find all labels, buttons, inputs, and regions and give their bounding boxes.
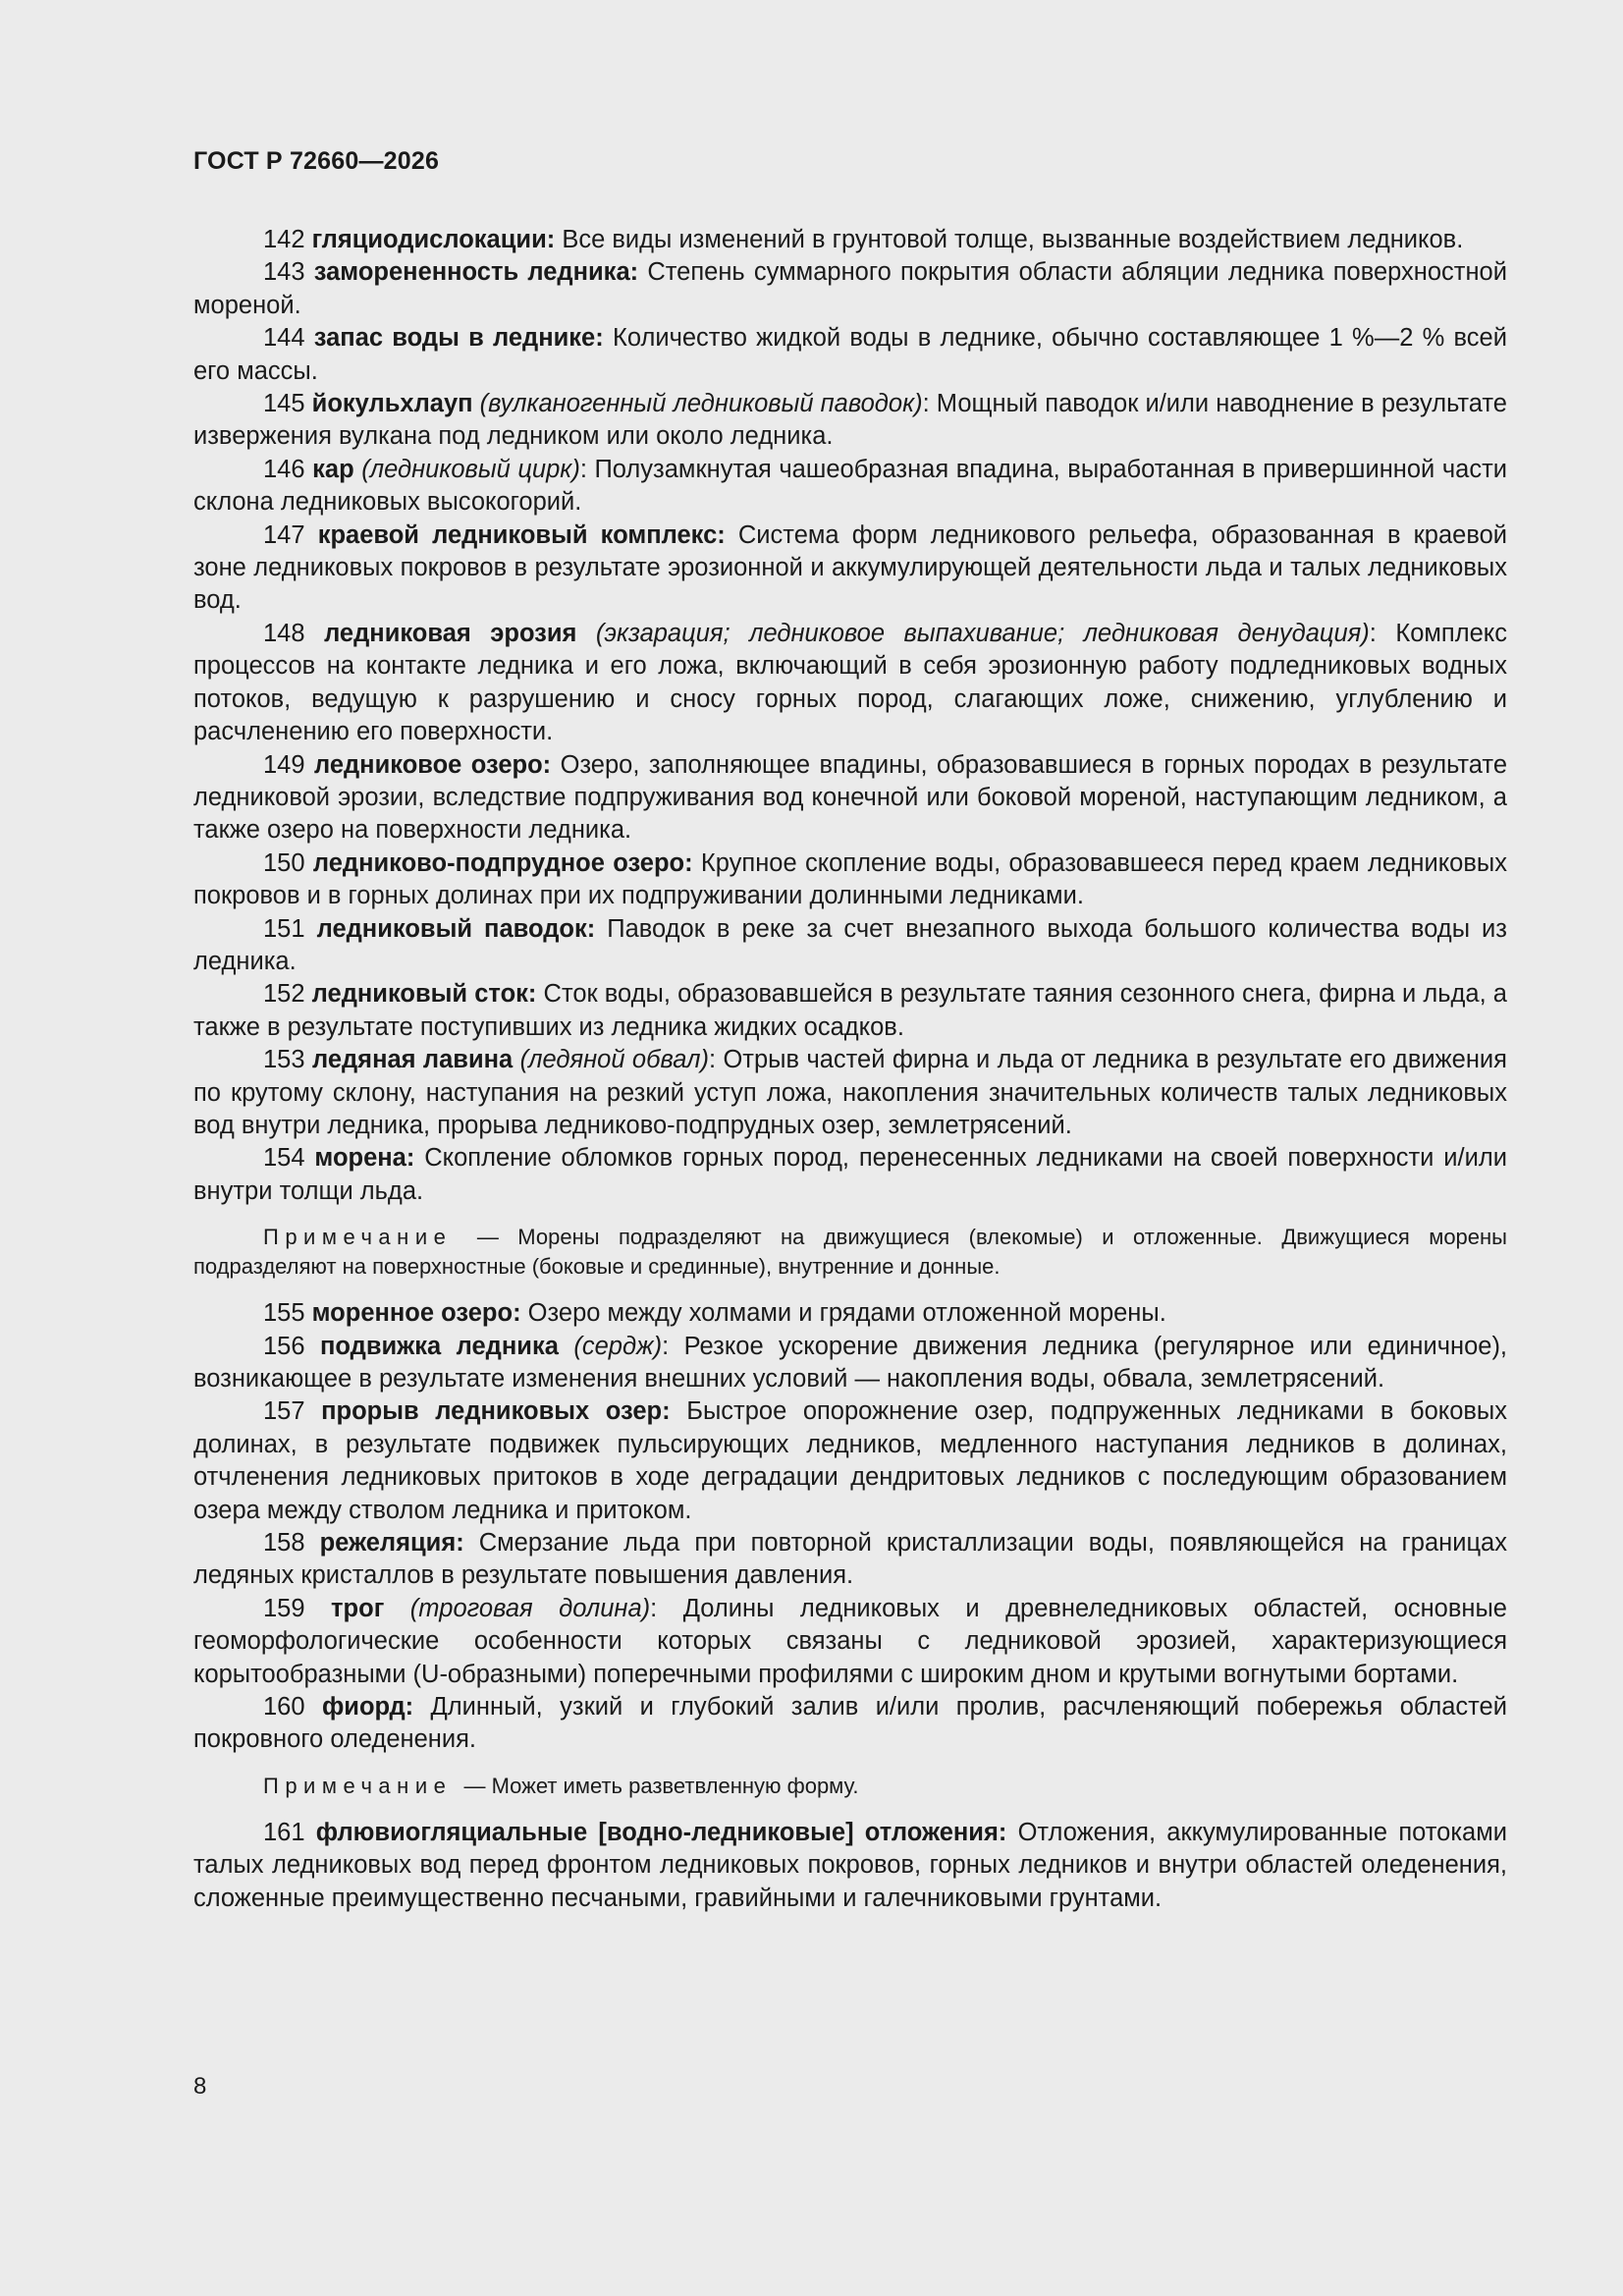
term-entry xyxy=(193,847,1507,913)
term-definition: : Отрыв частей фирна и льда от ледника в результате его движения по крутому склону, наступания на резкий уступ ложа, накопления значительных количеств талых ледниковых вод внутри ледника, прорыва ледниково-подпрудных озер, землетрясений. xyxy=(193,1046,1507,1139)
term-definition: Скопление обломков горных пород, перенесенных ледниками на своей поверхности и/или внутри толщи льда. xyxy=(193,1144,1507,1205)
term-name: режеляция: xyxy=(319,1529,464,1558)
term-name: трог xyxy=(331,1594,385,1622)
term-name: ледниково-подпрудное озеро: xyxy=(312,848,693,877)
term-number: 158 xyxy=(263,1529,305,1558)
term-number: 143 xyxy=(263,258,305,287)
term-entry xyxy=(193,1044,1507,1142)
term-definition: Все виды изменений в грунтовой толще, вызванные воздействием ледников. xyxy=(555,226,1464,253)
term-number: 154 xyxy=(263,1144,305,1173)
term-definition: Озеро, заполняющее впадины, образовавшиеся в горных породах в результате ледниковой эрозии, вследствие подпруживания вод конечной или боковой мореной, наступающим ледником, а также озеро на поверхности ледника. xyxy=(193,750,1507,845)
term-definition: : Полузамкнутая чашеобразная впадина, выработанная в привершинной части склона ледниковых высокогорий. xyxy=(193,455,1508,517)
term-name: йокульхлауп xyxy=(311,390,473,418)
term-definition: Крупное скопление воды, образовавшееся перед краем ледниковых покровов и в горных долинах при их подпруживании долинными ледниками. xyxy=(193,848,1507,910)
term-name: краевой ледниковый комплекс: xyxy=(317,520,726,549)
note-text: — Может иметь разветвленную форму. xyxy=(458,1773,859,1798)
term-number: 145 xyxy=(263,390,305,418)
term-entry xyxy=(193,978,1507,1044)
term-name: ледниковый сток: xyxy=(311,980,537,1009)
term-definition: Длинный, узкий и глубокий залив и/или пролив, расчленяющий побережья областей покровного оледенения. xyxy=(193,1693,1507,1754)
page-number: 8 xyxy=(193,2073,207,2100)
term-name: заморененность ледника: xyxy=(313,258,639,287)
term-entry xyxy=(193,1527,1507,1593)
term-name: гляциодислокации: xyxy=(311,226,556,253)
term-definition: Быстрое опорожнение озер, подпруженных ледниками в боковых долинах, в результате подвижек пульсирующих ледников, медленного наступания ледников в долинах, отчленения ледниковых притоков в ходе деградации дендритовых ледников с последующим образованием озера между стволом ледника и притоком. xyxy=(193,1397,1507,1524)
term-definition: : Мощный паводок и/или наводнение в результате извержения вулкана под ледником или около ледника. xyxy=(193,390,1507,451)
term-entry xyxy=(193,1593,1507,1691)
term-definition: Отложения, аккумулированные потоками талых ледниковых вод перед фронтом ледниковых покровов, горных ледников и внутри областей оледенения, сложенные преимущественно песчаными, гравийными и галечниковыми грунтами. xyxy=(193,1818,1508,1912)
term-number: 161 xyxy=(263,1818,305,1846)
term-definition: : Резкое ускорение движения ледника (регулярное или единичное), возникающее в результате изменения внешних условий — накопления воды, обвала, землетрясений. xyxy=(193,1332,1508,1393)
note-label: Примечание xyxy=(263,1773,453,1798)
term-number: 160 xyxy=(263,1693,305,1722)
term-number: 150 xyxy=(263,848,305,877)
term-number: 148 xyxy=(263,619,305,647)
term-name: моренное озеро: xyxy=(311,1299,521,1328)
term-name: фиорд: xyxy=(321,1693,414,1722)
term-name: ледниковое озеро: xyxy=(313,750,552,779)
term-list-1 xyxy=(193,224,1507,1208)
term-entry xyxy=(193,224,1507,256)
term-entry xyxy=(193,388,1507,454)
term-entry xyxy=(193,749,1507,847)
term-entry xyxy=(193,1691,1507,1757)
term-definition: Система форм ледникового рельефа, образованная в краевой зоне ледниковых покровов в результате эрозионной и аккумулирующей деятельности льда и талых ледниковых вод. xyxy=(193,520,1508,615)
document-body xyxy=(193,224,1507,1915)
term-synonym: (сердж) xyxy=(558,1332,663,1360)
term-entry xyxy=(193,1297,1507,1330)
term-definition: : Комплекс процессов на контакте ледника и его ложа, включающий в себя эрозионную работу подледниковых водных потоков, ведущую к разрушению и сносу горных пород, слагающих ложе, снижению, углублению и расчленению его поверхности. xyxy=(193,619,1507,746)
term-name: морена: xyxy=(314,1144,415,1173)
term-name: ледниковый паводок: xyxy=(316,914,596,943)
term-number: 146 xyxy=(263,455,305,483)
term-definition: : Долины ледниковых и древнеледниковых областей, основные геоморфологические особенности которых связаны с ледниковой эрозией, характеризующиеся корытообразными (U-образными) поперечными профилями с широким дном и крутыми вогнутыми бортами. xyxy=(193,1594,1507,1688)
term-number: 155 xyxy=(263,1299,305,1328)
note-text: — Морены подразделяют на движущиеся (влекомые) и отложенные. Движущиеся морены подразделяют на поверхностные (боковые и срединные), внутренние и донные. xyxy=(193,1225,1507,1280)
term-entry xyxy=(193,1142,1507,1208)
term-name: прорыв ледниковых озер: xyxy=(321,1397,671,1426)
term-number: 147 xyxy=(263,520,305,549)
term-list-3 xyxy=(193,1817,1507,1915)
term-entry xyxy=(193,1395,1507,1527)
term-number: 149 xyxy=(263,750,305,779)
term-definition: Степень суммарного покрытия области абляции ледника поверхностной мореной. xyxy=(193,258,1507,319)
term-name: ледяная лавина xyxy=(311,1046,514,1074)
term-entry xyxy=(193,1331,1507,1396)
term-name: кар xyxy=(312,455,354,483)
term-entry xyxy=(193,454,1507,519)
document-header: ГОСТ Р 72660—2026 xyxy=(193,147,440,175)
term-entry xyxy=(193,913,1507,979)
term-name: ледниковая эрозия xyxy=(324,619,577,647)
term-entry xyxy=(193,519,1507,618)
term-name: флювиогляциальные [водно-ледниковые] отложения: xyxy=(315,1818,1007,1846)
term-number: 159 xyxy=(263,1594,305,1622)
term-definition: Количество жидкой воды в леднике, обычно составляющее 1 %—2 % всей его массы. xyxy=(193,324,1507,385)
term-definition: Сток воды, образовавшейся в результате таяния сезонного снега, фирна и льда, а также в результате поступивших из ледника жидких осадков. xyxy=(193,980,1507,1041)
term-number: 142 xyxy=(263,226,305,253)
note-label: Примечание xyxy=(263,1225,453,1250)
term-name: подвижка ледника xyxy=(320,1332,559,1360)
term-number: 151 xyxy=(263,914,305,943)
term-synonym: (экзарация; ледниковое выпахивание; ледниковая денудация) xyxy=(576,619,1370,647)
term-synonym: (ледяной обвал) xyxy=(513,1046,709,1074)
term-synonym: (вулканогенный ледниковый паводок) xyxy=(472,390,923,418)
term-synonym: (троговая долина) xyxy=(384,1594,651,1622)
term-number: 144 xyxy=(263,324,305,353)
note-mireny xyxy=(193,1223,1507,1282)
term-name: запас воды в леднике: xyxy=(313,324,604,353)
term-list-2 xyxy=(193,1297,1507,1757)
term-entry xyxy=(193,618,1507,749)
term-number: 152 xyxy=(263,980,305,1009)
term-synonym: (ледниковый цирк) xyxy=(353,455,580,483)
term-number: 157 xyxy=(263,1397,305,1426)
term-number: 153 xyxy=(263,1046,305,1074)
term-definition: Паводок в реке за счет внезапного выхода большого количества воды из ледника. xyxy=(193,914,1507,975)
term-entry xyxy=(193,1817,1507,1915)
term-number: 156 xyxy=(263,1332,305,1360)
term-entry xyxy=(193,256,1507,322)
note-fiord xyxy=(193,1772,1507,1801)
term-definition: Озеро между холмами и грядами отложенной морены. xyxy=(520,1299,1166,1328)
term-definition: Смерзание льда при повторной кристаллизации воды, появляющейся на границах ледяных кристаллов в результате повышения давления. xyxy=(193,1529,1507,1590)
term-entry xyxy=(193,322,1507,388)
